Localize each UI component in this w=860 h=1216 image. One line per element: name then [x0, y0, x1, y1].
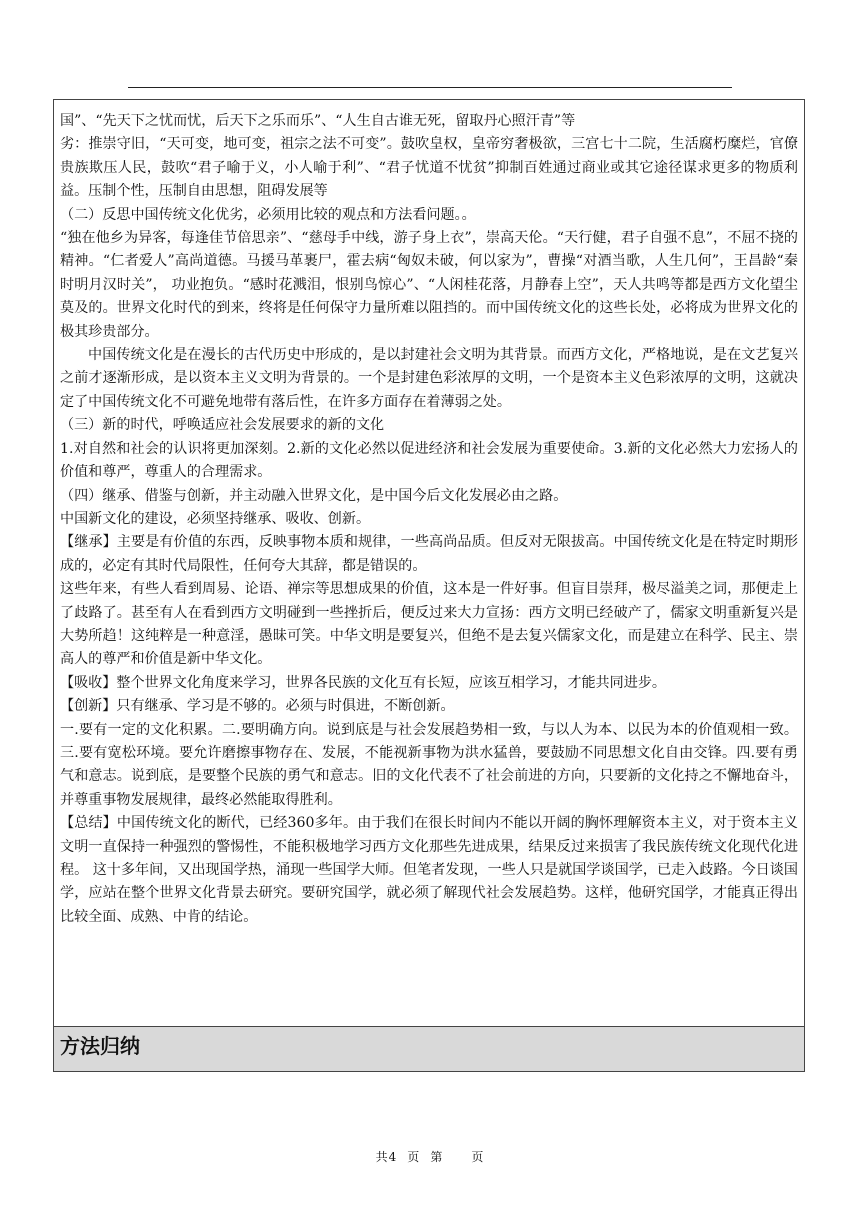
- footer-total-pages: 4: [388, 1150, 398, 1164]
- paragraph: （二）反思中国传统文化优劣，必须用比较的观点和方法看问题。。: [60, 206, 476, 223]
- header-rule: [128, 87, 732, 88]
- section-title: 方法归纳: [60, 1034, 140, 1058]
- paragraph: “独在他乡为异客，每逢佳节倍思亲”、“慈母手中线，游子身上衣”，崇高天伦。“天行健，君子自强不息”，不屈不挠的精神。“仁者爱人”高尚道德。马援马革裹尸，霍去病“匈奴未破，何以家为”，曹操“对酒当歌，人生几何”，王昌龄“秦时明月汉时关”， 功业抱负。“感时花溅泪，恨别鸟惊心”、“人闲桂花落，月静春上空”，天人共鸣等都是西方文化望尘莫及的。世界文化时代的到来，终将是任何保守力量所难以阻挡的。而中国传统文化的这些长处，必将成为世界文化的极其珍贵部分。: [60, 230, 798, 340]
- paragraph: 这些年来，有些人看到周易、论语、禅宗等思想成果的价值，这本是一件好事。但盲目崇拜，极尽溢美之词，那便走上了歧路了。甚至有人在看到西方文明碰到一些挫折后，便反过来大力宣扬：西方文明已经破产了，儒家文明重新复兴是大势所趋！这纯粹是一种意淫，愚昧可笑。中华文明是要复兴，但绝不是去复兴儒家文化，而是建立在科学、民主、崇高人的尊严和价值是新中华文化。: [60, 581, 798, 668]
- page-footer: [0, 1148, 860, 1165]
- paragraph: 【继承】主要是有价值的东西，反映事物本质和规律，一些高尚品质。但反对无限拔高。中国传统文化是在特定时期形成的，必定有其时代局限性，任何夸大其辞，都是错误的。: [60, 534, 798, 574]
- paragraph: 国”、“先天下之忧而忧，后天下之乐而乐”、“人生自古谁无死，留取丹心照汗青”等: [60, 113, 576, 129]
- footer-total-label: 共: [375, 1150, 389, 1164]
- footer-current-label: 第: [430, 1150, 444, 1164]
- paragraph: 1.对自然和社会的认识将更加深刻。2.新的文化必然以促进经济和社会发展为重要使命。3.新的文化必然大力宏扬人的价值和尊严，尊重人的合理需求。: [60, 440, 798, 481]
- content-cell: [54, 100, 804, 1027]
- footer-current-unit: 页: [471, 1150, 485, 1164]
- paragraph: 劣：推崇守旧，“天可变，地可变，祖宗之法不可变”。鼓吹皇权，皇帝穷奢极欲，三宫七十二院，生活腐朽糜烂，官僚贵族欺压人民，鼓吹“君子喻于义，小人喻于利”、“君子忧道不忧贫”抑制百姓通过商业或其它途径谋求更多的物质利益。压制个性，压制自由思想，阻碍发展等: [60, 136, 798, 200]
- paragraph: 中国传统文化是在漫长的古代历史中形成的，是以封建社会文明为其背景。而西方文化，严格地说，是在文艺复兴之前才逐渐形成，是以资本主义文明为背景的。一个是封建色彩浓厚的文明，一个是资本主义色彩浓厚的文明，这就决定了中国传统文化不可避免地带有落后性，在许多方面存在着薄弱之处。: [60, 347, 798, 410]
- paragraph: （三）新的时代，呼唤适应社会发展要求的新的文化: [60, 417, 385, 434]
- paragraph: （四）继承、借鉴与创新，并主动融入世界文化，是中国今后文化发展必由之路。: [60, 487, 568, 504]
- paragraph: 一.要有一定的文化积累。二.要明确方向。说到底是与社会发展趋势相一致，与以人为本、以民为本的价值观相一致。三.要有宽松环境。要允许磨擦事物存在、发展，不能视新事物为洪水猛兽，要鼓励不同思想文化自由交锋。四.要有勇气和意志。说到底，是要整个民族的勇气和意志。旧的文化代表不了社会前进的方向，只要新的文化持之不懈地奋斗，并尊重事物发展规律，最终必然能取得胜利。: [60, 721, 798, 808]
- paragraph: 【总结】中国传统文化的断代，已经360多年。由于我们在很长时间内不能以开阔的胸怀理解资本主义，对于资本主义文明一直保持一种强烈的警惕性，不能积极地学习西方文化那些先进成果，结果反过来损害了我民族传统文化现代化进程。 这十多年间，又出现国学热，涌现一些国学大师。但笔者发现，一些人只是就国学谈国学，已走入歧路。今日谈国学，应站在整个世界文化背景去研究。要研究国学，就必须了解现代社会发展趋势。这样，他研究国学，才能真正得出比较全面、成熟、中肯的结论。: [60, 815, 798, 925]
- content-table: [53, 99, 805, 1072]
- paragraph: 【吸收】整个世界文化角度来学习，世界各民族的文化互有长短，应该互相学习，才能共同进步。: [60, 674, 667, 691]
- method-section-header: [54, 1027, 804, 1071]
- paragraph: 【创新】只有继承、学习是不够的。必须与时俱进，不断创新。: [60, 698, 455, 715]
- footer-page-unit: 页: [407, 1150, 421, 1164]
- paragraph: 中国新文化的建设，必须坚持继承、吸收、创新。: [60, 510, 371, 527]
